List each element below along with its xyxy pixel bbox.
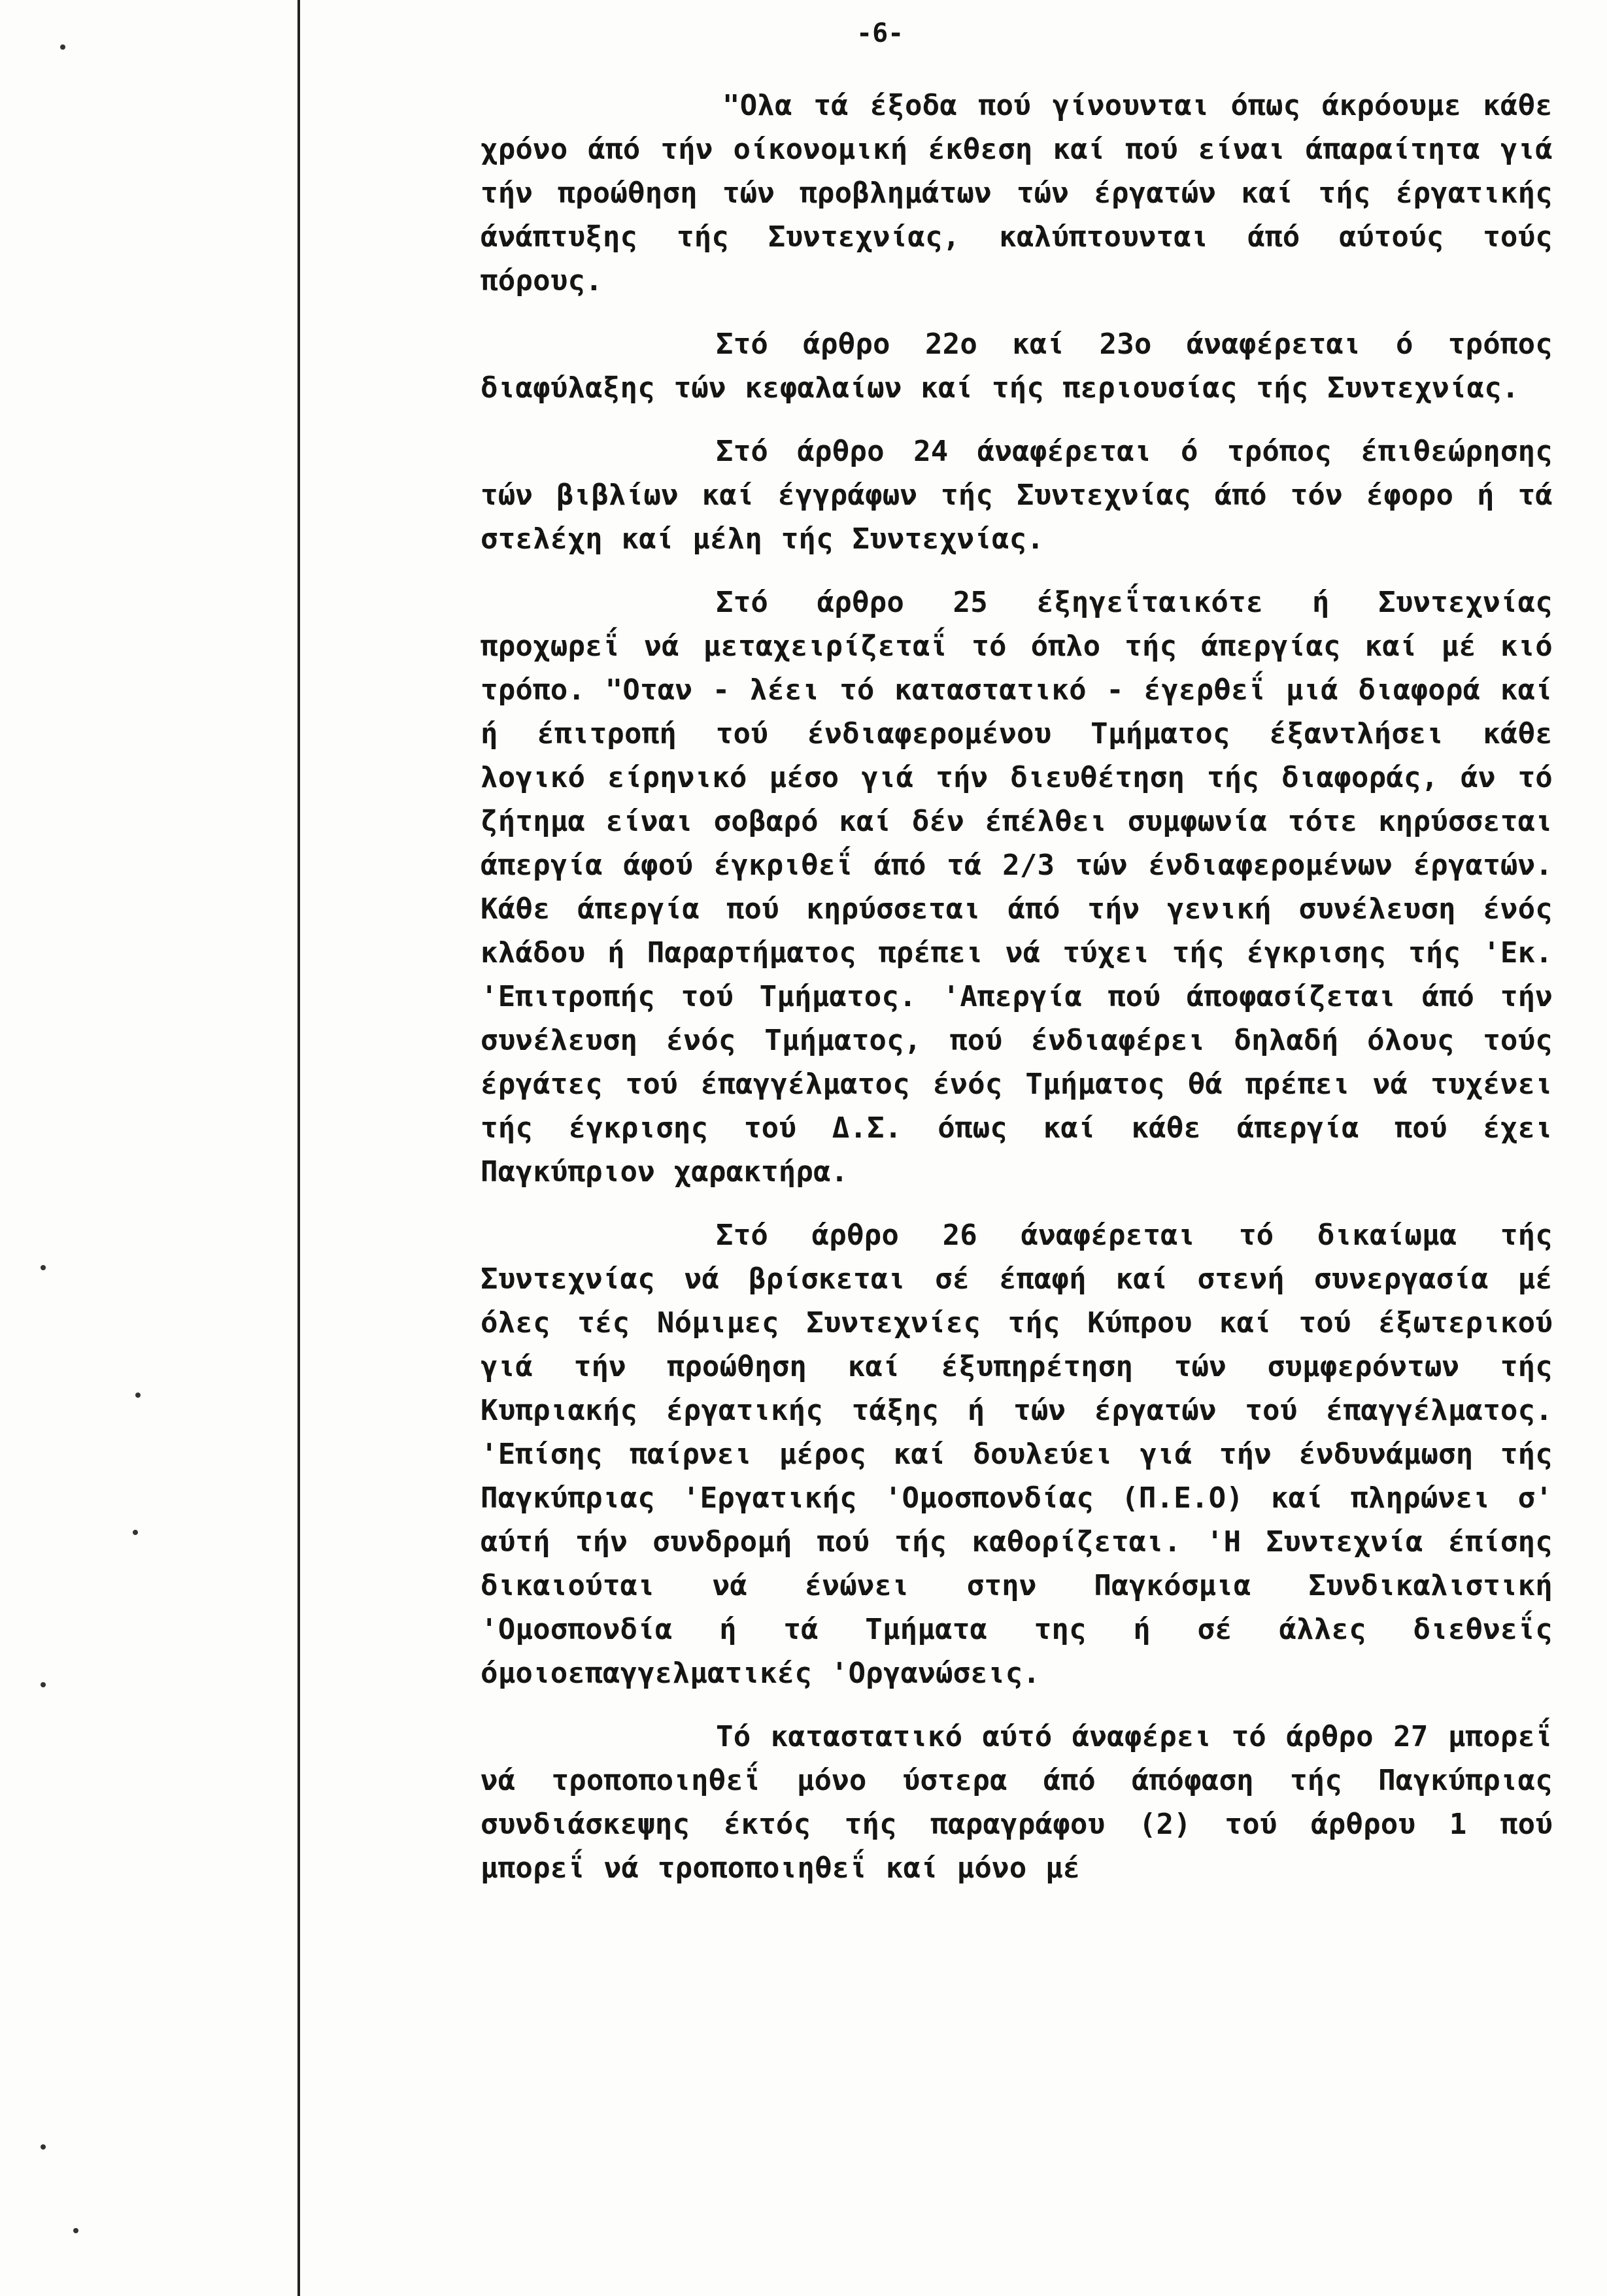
scan-speck — [60, 44, 65, 50]
scan-speck — [41, 1682, 46, 1687]
scan-speck — [135, 1393, 141, 1398]
scan-speck — [133, 1530, 138, 1535]
paragraph-article-24: Στό άρθρο 24 άναφέρεται ό τρόπος έπιθεώρησης τών βιβλίων καί έγγράφων τής Συντεχνίας άπό τόν έφορο ή τά στελέχη καί μέλη τής Συντεχνίας. — [481, 435, 1553, 556]
paragraph-article-27: Τό καταστατικό αύτό άναφέρει τό άρθρο 27 μπορεΐ νά τροποποιηθεΐ μόνο ύστερα άπό άπόφαση τής Παγκύπριας συνδιάσκεψης έκτός τής παραγράφου (2) τού άρθρου 1 πού μπορεΐ νά τροποποιηθεΐ καί μόνο μέ — [481, 1720, 1553, 1885]
body-text — [481, 84, 1553, 1910]
scan-speck — [41, 2144, 46, 2150]
paragraph-article-25: Στό άρθρο 25 έξηγεΐταικότε ή Συντεχνίας προχωρεΐ νά μεταχειρίζεταΐ τό όπλο τής άπεργίας καί μέ κιό τρόπο. "Οταν - λέει τό καταστατικό - έγερθεΐ μιά διαφορά καί ή έπιτροπή τού ένδιαφερομένου Τμήματος έξαντλήσει κάθε λογικό είρηνικό μέσο γιά τήν διευθέτηση τής διαφοράς, άν τό ζήτημα είναι σοβαρό καί δέν έπέλθει συμφωνία τότε κηρύσσεται άπεργία άφού έγκριθεΐ άπό τά 2/3 τών ένδιαφερομένων έργατών. Κάθε άπεργία πού κηρύσσεται άπό τήν γενική συνέλευση ένός κλάδου ή Παραρτήματος πρέπει νά τύχει τής έγκρισης τής 'Εκ. 'Επιτροπής τού Τμήματος. 'Απεργία πού άποφασίζεται άπό τήν συνέλευση ένός Τμήματος, πού ένδιαφέρει δηλαδή όλους τούς έργάτες τού έπαγγέλματος ένός Τμήματος θά πρέπει νά τυχένει τής έγκρισης τού Δ.Σ. όπως καί κάθε άπεργία πού έχει Παγκύπριον χαρακτήρα. — [481, 586, 1553, 1189]
page-number: -6- — [856, 18, 904, 48]
paragraph-article-22-23: Στό άρθρο 22ο καί 23ο άναφέρεται ό τρόπος διαφύλαξης τών κεφαλαίων καί τής περιουσίας τής Συντεχνίας. — [481, 328, 1553, 405]
paragraph-expenses: "Ολα τά έξοδα πού γίνουνται όπως άκρόουμε κάθε χρόνο άπό τήν οίκονομική έκθεση καί πού είναι άπαραίτητα γιά τήν προώθηση τών προβλημάτων τών έργατών καί τής έργατικής άνάπτυξης τής Συντεχνίας, καλύπτουνται άπό αύτούς τούς πόρους. — [481, 89, 1553, 297]
left-margin-rule — [297, 0, 300, 2296]
scan-speck — [41, 1265, 46, 1270]
scan-speck — [73, 2228, 78, 2233]
paragraph-article-26: Στό άρθρο 26 άναφέρεται τό δικαίωμα τής Συντεχνίας νά βρίσκεται σέ έπαφή καί στενή συνεργασία μέ όλες τές Νόμιμες Συντεχνίες τής Κύπρου καί τού έξωτερικού γιά τήν προώθηση καί έξυπηρέτηση τών συμφερόντων τής Κυπριακής έργατικής τάξης ή τών έργατών τού έπαγγέλματος. 'Επίσης παίρνει μέρος καί δουλεύει γιά τήν ένδυνάμωση τής Παγκύπριας 'Εργατικής 'Ομοσπονδίας (Π.Ε.Ο) καί πληρώνει σ' αύτή τήν συνδρομή πού τής καθορίζεται. 'Η Συντεχνία έπίσης δικαιούται νά ένώνει στην Παγκόσμια Συνδικαλιστική 'Ομοσπονδία ή τά Τμήματα της ή σέ άλλες διεθνεΐς όμοιοεπαγγελματικές 'Οργανώσεις. — [481, 1219, 1553, 1690]
